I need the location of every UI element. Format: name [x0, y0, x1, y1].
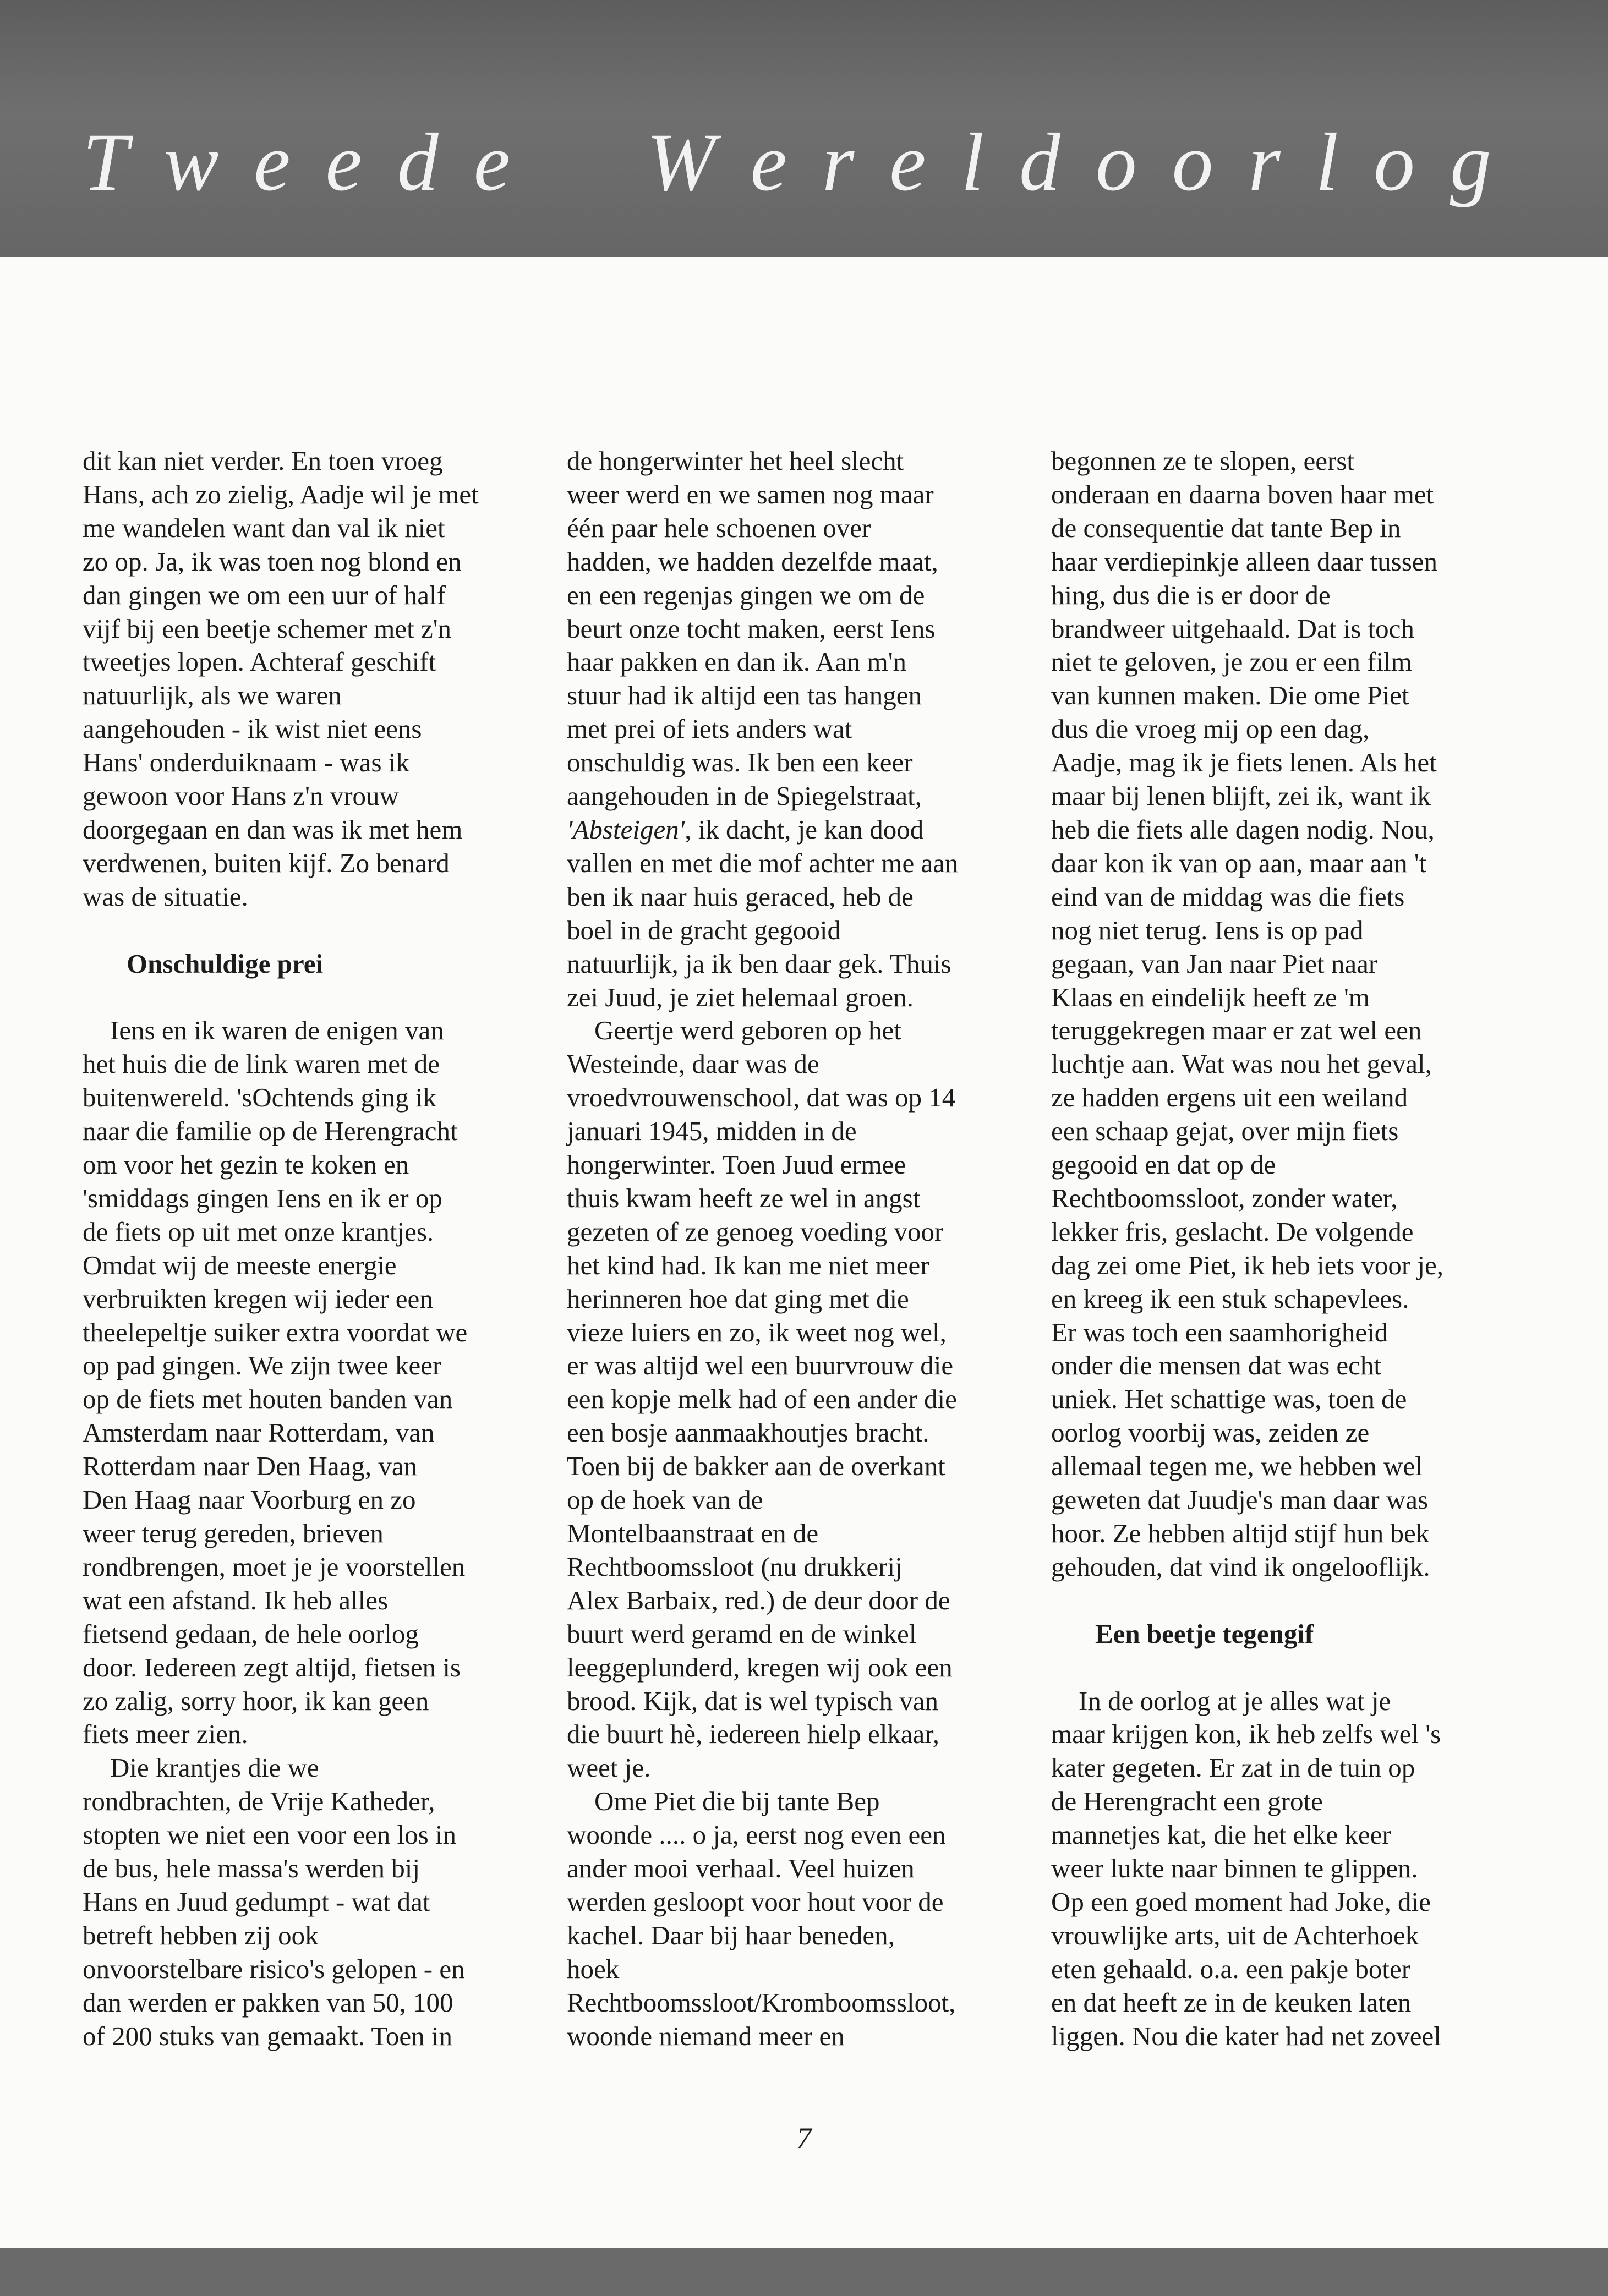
- text-line: oorlog voorbij was, zeiden ze: [1051, 1417, 1370, 1448]
- text-line: woonde .... o ja, eerst nog even een: [567, 1820, 946, 1850]
- text-line: Die krantjes die we: [110, 1752, 319, 1783]
- text-line: zo zalig, sorry hoor, ik kan geen: [83, 1685, 429, 1716]
- page-number: 7: [796, 2122, 812, 2155]
- text-line: Amsterdam naar Rotterdam, van: [83, 1417, 435, 1448]
- text-line: vieze luiers en zo, ik weet nog wel,: [567, 1317, 947, 1347]
- text-line: januari 1945, midden in de: [567, 1116, 857, 1147]
- text-line: vroedvrouwenschool, dat was op 14: [567, 1082, 956, 1113]
- text-line: buurt werd geramd en de winkel: [567, 1618, 917, 1649]
- paragraph: [83, 1014, 512, 1751]
- title-letter: o: [1374, 117, 1415, 208]
- text-line: weer terug gereden, brieven: [83, 1517, 384, 1548]
- text-line: vallen en met die mof achter me aan: [567, 847, 959, 878]
- text-line: Montelbaanstraat en de: [567, 1518, 819, 1548]
- column-2: [567, 445, 996, 2053]
- text-line: met prei of iets anders wat: [567, 714, 852, 744]
- text-line: hongerwinter. Toen Juud ermee: [567, 1149, 906, 1180]
- text-line: fiets meer zien.: [83, 1719, 248, 1750]
- text-line: en dat heeft ze in de keuken laten: [1051, 1987, 1412, 2018]
- title-letter: W: [646, 117, 715, 208]
- title-letter: l: [1315, 117, 1339, 208]
- title-letter: T: [83, 117, 129, 208]
- text-line: één paar hele schoenen over: [567, 512, 871, 543]
- text-line: weer werd en we samen nog maar: [567, 479, 934, 509]
- text-line: Westeinde, daar was de: [567, 1049, 819, 1079]
- text-line: werden gesloopt voor hout voor de: [567, 1886, 944, 1917]
- text-line: aangehouden - ik wist niet eens: [83, 714, 422, 744]
- text-line: die buurt hè, iedereen hielp elkaar,: [567, 1719, 939, 1750]
- text-line: Op een goed moment had Joke, die: [1051, 1886, 1431, 1917]
- text-line: om voor het gezin te koken en: [83, 1149, 409, 1180]
- column-3: [1051, 445, 1491, 2053]
- text-line: boel in de gracht gegooid: [567, 914, 841, 945]
- text-line: luchtje aan. Wat was nou het geval,: [1051, 1049, 1432, 1079]
- text-line: uniek. Het schattige was, toen de: [1051, 1384, 1407, 1415]
- text-line: In de oorlog at je alles wat je: [1079, 1685, 1391, 1716]
- text-line: haar pakken en dan ik. Aan m'n: [567, 646, 907, 677]
- text-line: Aadje, mag ik je fiets lenen. Als het: [1051, 747, 1437, 778]
- title-letter: o: [1095, 117, 1137, 208]
- text-line: de fiets op uit met onze krantjes.: [83, 1216, 434, 1247]
- text-line: natuurlijk, als we waren: [83, 680, 342, 711]
- title-letter: d: [397, 117, 439, 208]
- text-line: Hans, ach zo zielig, Aadje wil je met: [83, 479, 479, 509]
- text-line: 'smiddags gingen Iens en ik er op: [83, 1182, 442, 1213]
- text-line: de bus, hele massa's werden bij: [83, 1853, 420, 1884]
- text-line: theelepeltje suiker extra voordat we: [83, 1317, 468, 1347]
- text-line: Hans' onderduiknaam - was ik: [83, 747, 409, 778]
- text-line: weer lukte naar binnen te glippen.: [1051, 1853, 1418, 1884]
- text-line: leeggeplunderd, kregen wij ook een: [567, 1652, 953, 1683]
- text-line: niet te geloven, je zou er een film: [1051, 646, 1412, 677]
- text-line: rondbrengen, moet je je voorstellen: [83, 1551, 466, 1582]
- text-line: dit kan niet verder. En toen vroeg: [83, 446, 443, 476]
- text-line: Iens en ik waren de enigen van: [110, 1015, 444, 1046]
- subheading-onschuldige-prei: Onschuldige prei: [127, 948, 324, 979]
- text-line: kater gegeten. Er zat in de tuin op: [1051, 1752, 1415, 1783]
- text-line: vrouwlijke arts, uit de Achterhoek: [1051, 1920, 1419, 1950]
- text-line: gewoon voor Hans z'n vrouw: [83, 781, 399, 812]
- text-fragment: , ik dacht, je kan dood: [685, 814, 924, 845]
- footer-band: [0, 2248, 1608, 2296]
- text-line: dus die vroeg mij op een dag,: [1051, 714, 1370, 744]
- text-line: dan werden er pakken van 50, 100: [83, 1987, 453, 2018]
- text-line: brood. Kijk, dat is wel typisch van: [567, 1685, 939, 1716]
- text-line: maar bij lenen blijft, zei ik, want ik: [1051, 781, 1431, 812]
- text-line: stopten we niet een voor een los in: [83, 1820, 457, 1850]
- text-line: geweten dat Juudje's man daar was: [1051, 1484, 1429, 1515]
- paragraph: [567, 847, 996, 1015]
- section-title: [83, 117, 1491, 208]
- title-letter: l: [961, 117, 985, 208]
- paragraph: [1051, 1685, 1491, 2053]
- text-line: door. Iedereen zegt altijd, fietsen is: [83, 1652, 461, 1683]
- text-line: Toen bij de bakker aan de overkant: [567, 1451, 945, 1482]
- text-line: mannetjes kat, die het elke keer: [1051, 1820, 1391, 1850]
- text-line: herinneren hoe dat ging met die: [567, 1283, 909, 1314]
- text-line: gezeten of ze genoeg voeding voor: [567, 1216, 944, 1247]
- text-line: Rechtboomssloot (nu drukkerij: [567, 1551, 903, 1582]
- text-line: de consequentie dat tante Bep in: [1051, 512, 1401, 543]
- text-line: Omdat wij de meeste energie: [83, 1250, 397, 1280]
- title-letter: e: [473, 117, 511, 208]
- text-line: rondbrachten, de Vrije Katheder,: [83, 1786, 435, 1817]
- text-line: lekker fris, geslacht. De volgende: [1051, 1216, 1414, 1247]
- subheading-een-beetje-tegengif: Een beetje tegengif: [1095, 1618, 1314, 1649]
- text-line: zo op. Ja, ik was toen nog blond en: [83, 546, 462, 577]
- text-line: hoek: [567, 1953, 620, 1984]
- paragraph: [567, 445, 996, 813]
- italic-quote: 'Absteigen': [567, 814, 685, 845]
- text-line: allemaal tegen me, we hebben wel: [1051, 1451, 1423, 1482]
- column-1: [83, 445, 512, 2053]
- text-line: eten gehaald. o.a. een pakje boter: [1051, 1953, 1411, 1984]
- text-line: het huis die de link waren met de: [83, 1049, 440, 1079]
- text-line: was de situatie.: [83, 881, 248, 912]
- text-line: begonnen ze te slopen, eerst: [1051, 446, 1355, 476]
- text-line: hing, dus die is er door de: [1051, 579, 1331, 610]
- text-line: van kunnen maken. Die ome Piet: [1051, 680, 1409, 711]
- text-line: betreft hebben zij ook: [83, 1920, 319, 1950]
- text-line: Geertje werd geboren op het: [594, 1015, 901, 1046]
- text-line: aangehouden in de Spiegelstraat,: [567, 781, 922, 812]
- title-letter: e: [750, 117, 787, 208]
- text-line: ben ik naar huis geraced, heb de: [567, 881, 914, 912]
- text-line: verdwenen, buiten kijf. Zo benard: [83, 847, 450, 878]
- title-letter: r: [822, 117, 855, 208]
- text-line: op de hoek van de: [567, 1484, 763, 1515]
- text-line: hoor. Ze hebben altijd stijf hun bek: [1051, 1518, 1430, 1548]
- title-letter: w: [163, 117, 219, 208]
- text-line: vijf bij een beetje schemer met z'n: [83, 613, 452, 644]
- text-line: haar verdiepinkje alleen daar tussen: [1051, 546, 1438, 577]
- text-line: heb die fiets alle dagen nodig. Nou,: [1051, 814, 1435, 845]
- text-line: daar kon ik van op aan, maar aan 't: [1051, 847, 1427, 878]
- text-line: tweetjes lopen. Achteraf geschift: [83, 646, 436, 677]
- paragraph: [1051, 445, 1491, 1584]
- text-line: verbruikten kregen wij ieder een: [83, 1283, 433, 1314]
- text-line: natuurlijk, ja ik ben daar gek. Thuis: [567, 948, 951, 979]
- text-line: [567, 813, 996, 847]
- text-line: Rechtboomssloot/Kromboomssloot,: [567, 1987, 956, 2018]
- text-line: Rechtboomssloot, zonder water,: [1051, 1182, 1398, 1213]
- text-line: buitenwereld. 'sOchtends ging ik: [83, 1082, 436, 1113]
- text-line: Klaas en eindelijk heeft ze 'm: [1051, 982, 1370, 1012]
- text-line: kachel. Daar bij haar beneden,: [567, 1920, 895, 1950]
- title-letter: g: [1450, 117, 1491, 208]
- text-line: Alex Barbaix, red.) de deur door de: [567, 1585, 950, 1615]
- title-letter: e: [325, 117, 363, 208]
- text-line: brandweer uitgehaald. Dat is toch: [1051, 613, 1414, 644]
- text-line: fietsend gedaan, de hele oorlog: [83, 1618, 419, 1649]
- text-line: een schaap gejat, over mijn fiets: [1051, 1116, 1399, 1147]
- text-line: en een regenjas gingen we om de: [567, 579, 925, 610]
- text-line: Er was toch een saamhorigheid: [1051, 1317, 1388, 1347]
- text-line: op pad gingen. We zijn twee keer: [83, 1350, 442, 1381]
- text-line: maar krijgen kon, ik heb zelfs wel 's: [1051, 1719, 1441, 1750]
- text-line: ander mooi verhaal. Veel huizen: [567, 1853, 915, 1884]
- text-line: gegaan, van Jan naar Piet naar: [1051, 948, 1378, 979]
- text-line: zei Juud, je ziet helemaal groen.: [567, 982, 914, 1012]
- text-line: of 200 stuks van gemaakt. Toen in: [83, 2020, 453, 2051]
- text-line: Rotterdam naar Den Haag, van: [83, 1451, 418, 1482]
- text-line: dan gingen we om een uur of half: [83, 579, 446, 610]
- text-line: Den Haag naar Voorburg en zo: [83, 1484, 416, 1515]
- text-line: me wandelen want dan val ik niet: [83, 512, 445, 543]
- text-line: naar die familie op de Herengracht: [83, 1116, 458, 1147]
- text-line: wat een afstand. Ik heb alles: [83, 1585, 389, 1615]
- text-line: hadden, we hadden dezelfde maat,: [567, 546, 938, 577]
- text-line: een kopje melk had of een ander die: [567, 1384, 957, 1415]
- text-line: dag zei ome Piet, ik heb iets voor je,: [1051, 1250, 1444, 1280]
- text-line: gehouden, dat vind ik ongelooflijk.: [1051, 1551, 1430, 1582]
- paragraph: [83, 1751, 512, 2053]
- title-letter: o: [1172, 117, 1213, 208]
- text-line: onschuldig was. Ik ben een keer: [567, 747, 913, 778]
- title-letter: e: [889, 117, 926, 208]
- text-line: Ome Piet die bij tante Bep: [594, 1786, 880, 1817]
- text-line: onder die mensen dat was echt: [1051, 1350, 1382, 1381]
- text-line: weet je.: [567, 1752, 651, 1783]
- text-line: de Herengracht een grote: [1051, 1786, 1323, 1817]
- text-line: Hans en Juud gedumpt - wat dat: [83, 1886, 430, 1917]
- text-line: er was altijd wel een buurvrouw die: [567, 1350, 954, 1381]
- title-letter: d: [1019, 117, 1060, 208]
- text-line: gegooid en dat op de: [1051, 1149, 1276, 1180]
- text-line: beurt onze tocht maken, eerst Iens: [567, 613, 936, 644]
- text-line: eind van de middag was die fiets: [1051, 881, 1405, 912]
- text-line: doorgegaan en dan was ik met hem: [83, 814, 463, 845]
- text-line: en kreeg ik een stuk schapevlees.: [1051, 1283, 1409, 1314]
- text-line: de hongerwinter het heel slecht: [567, 446, 904, 476]
- title-letter: e: [254, 117, 291, 208]
- text-line: een bosje aanmaakhoutjes bracht.: [567, 1417, 929, 1448]
- text-line: liggen. Nou die kater had net zoveel: [1051, 2020, 1441, 2051]
- paragraph: [567, 1014, 996, 1785]
- paragraph: [567, 1785, 996, 2053]
- text-line: teruggekregen maar er zat wel een: [1051, 1015, 1422, 1046]
- text-line: het kind had. Ik kan me niet meer: [567, 1250, 929, 1280]
- text-line: onderaan en daarna boven haar met: [1051, 479, 1434, 509]
- text-line: onvoorstelbare risico's gelopen - en: [83, 1953, 465, 1984]
- text-line: woonde niemand meer en: [567, 2020, 845, 2051]
- text-line: thuis kwam heeft ze wel in angst: [567, 1182, 921, 1213]
- paragraph: [83, 445, 512, 914]
- text-line: ze hadden ergens uit een weiland: [1051, 1082, 1408, 1113]
- title-letter: r: [1248, 117, 1281, 208]
- text-line: op de fiets met houten banden van: [83, 1384, 453, 1415]
- text-line: stuur had ik altijd een tas hangen: [567, 680, 922, 711]
- text-line: nog niet terug. Iens is op pad: [1051, 914, 1364, 945]
